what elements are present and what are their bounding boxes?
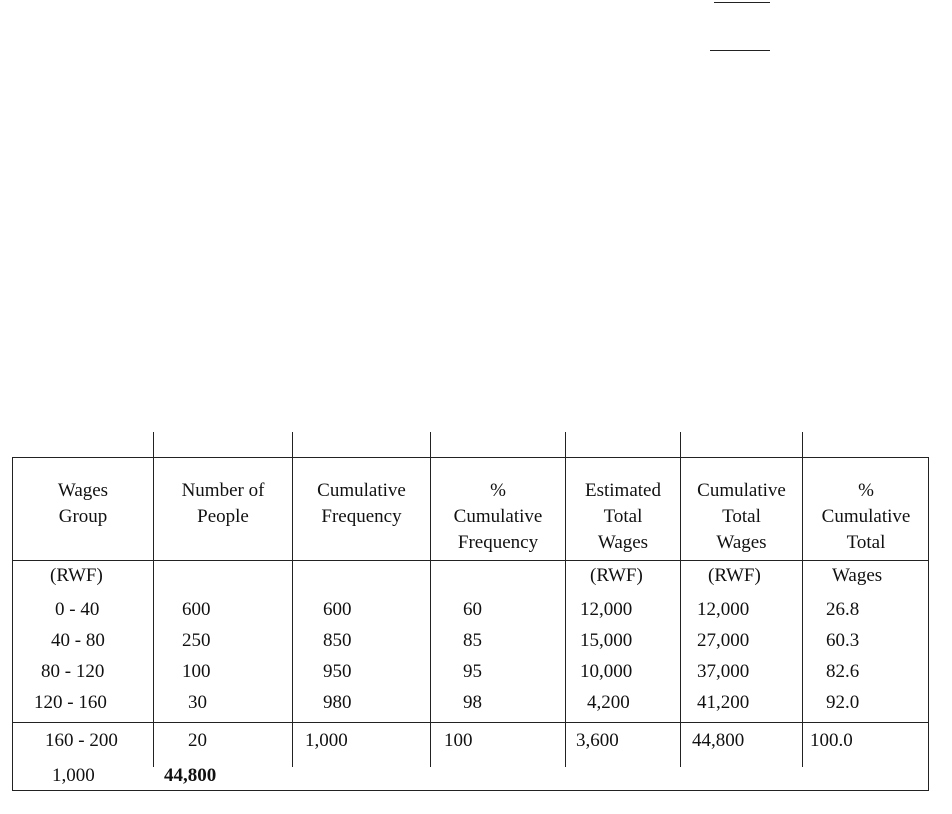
table-cell: 100 [444, 730, 473, 751]
table-cell: 600 [323, 599, 352, 620]
table-cell: 1,000 [305, 730, 348, 751]
header-line: Estimated [585, 480, 661, 501]
unit-label: (RWF) [590, 565, 643, 586]
table-cell: 41,200 [697, 692, 750, 713]
header-line: Cumulative [453, 506, 543, 527]
table-cell: 37,000 [697, 661, 750, 682]
table-cell: 15,000 [580, 630, 633, 651]
total-people: 1,000 [52, 765, 95, 786]
unit-label: Wages [832, 565, 883, 586]
header-line: Group [58, 506, 108, 527]
table-cell: 20 [188, 730, 207, 751]
unit-label: (RWF) [708, 565, 761, 586]
header-line: % [858, 480, 874, 501]
unit-label: (RWF) [50, 565, 103, 586]
table-cell: 27,000 [697, 630, 750, 651]
header-line: % [490, 480, 506, 501]
header-line: Cumulative [697, 480, 786, 501]
header-line: Wages [597, 532, 649, 553]
header-line: Total [603, 506, 643, 527]
table-cell: 85 [463, 630, 482, 651]
table-cell: 30 [188, 692, 207, 713]
table-cell: 850 [323, 630, 352, 651]
header-pct-cumulative-total [803, 478, 929, 556]
header-line: Frequency [457, 532, 539, 553]
table-cell: 80 - 120 [41, 661, 105, 682]
total-wages: 44,800 [164, 765, 217, 786]
header-line: People [197, 506, 249, 527]
table-cell: 82.6 [826, 661, 860, 682]
table-cell: 95 [463, 661, 482, 682]
header-line: Wages [716, 532, 767, 553]
table-cell: 3,600 [576, 730, 619, 751]
header-line: Cumulative [821, 506, 911, 527]
table-cell: 100.0 [810, 730, 853, 751]
table-cell: 980 [323, 692, 352, 713]
table-cell: 4,200 [587, 692, 630, 713]
header-line: Wages [57, 480, 109, 501]
table-cell: 600 [182, 599, 211, 620]
header-line: Total [722, 506, 761, 527]
header-wages-group [13, 478, 153, 530]
header-cumulative-frequency [293, 478, 430, 530]
table-cell: 40 - 80 [51, 630, 105, 651]
table-cell: 98 [463, 692, 482, 713]
last-row-top-rule [12, 722, 929, 723]
table-cell: 60.3 [826, 630, 860, 651]
table-cell: 44,800 [692, 730, 745, 751]
header-pct-cumulative-frequency [431, 478, 565, 556]
header-line: Frequency [321, 506, 402, 527]
header-bottom-rule [12, 560, 929, 561]
table-cell: 160 - 200 [45, 730, 118, 751]
header-line: Cumulative [317, 480, 406, 501]
header-line: Total [846, 532, 886, 553]
header-number-of-people [154, 478, 292, 530]
table-cell: 92.0 [826, 692, 860, 713]
header-line: Number of [181, 480, 265, 501]
fraction-rule-top [714, 2, 770, 3]
table-cell: 250 [182, 630, 211, 651]
table-cell: 100 [182, 661, 211, 682]
table-cell: 0 - 40 [55, 599, 100, 620]
table-cell: 10,000 [580, 661, 633, 682]
fraction-rule-second [710, 50, 770, 51]
table-cell: 60 [463, 599, 482, 620]
table-cell: 12,000 [580, 599, 633, 620]
header-cumulative-total-wages [681, 478, 802, 556]
table-cell: 26.8 [826, 599, 860, 620]
table-cell: 120 - 160 [34, 692, 107, 713]
table-cell: 950 [323, 661, 352, 682]
table-cell: 12,000 [697, 599, 750, 620]
header-estimated-total-wages [566, 478, 680, 556]
